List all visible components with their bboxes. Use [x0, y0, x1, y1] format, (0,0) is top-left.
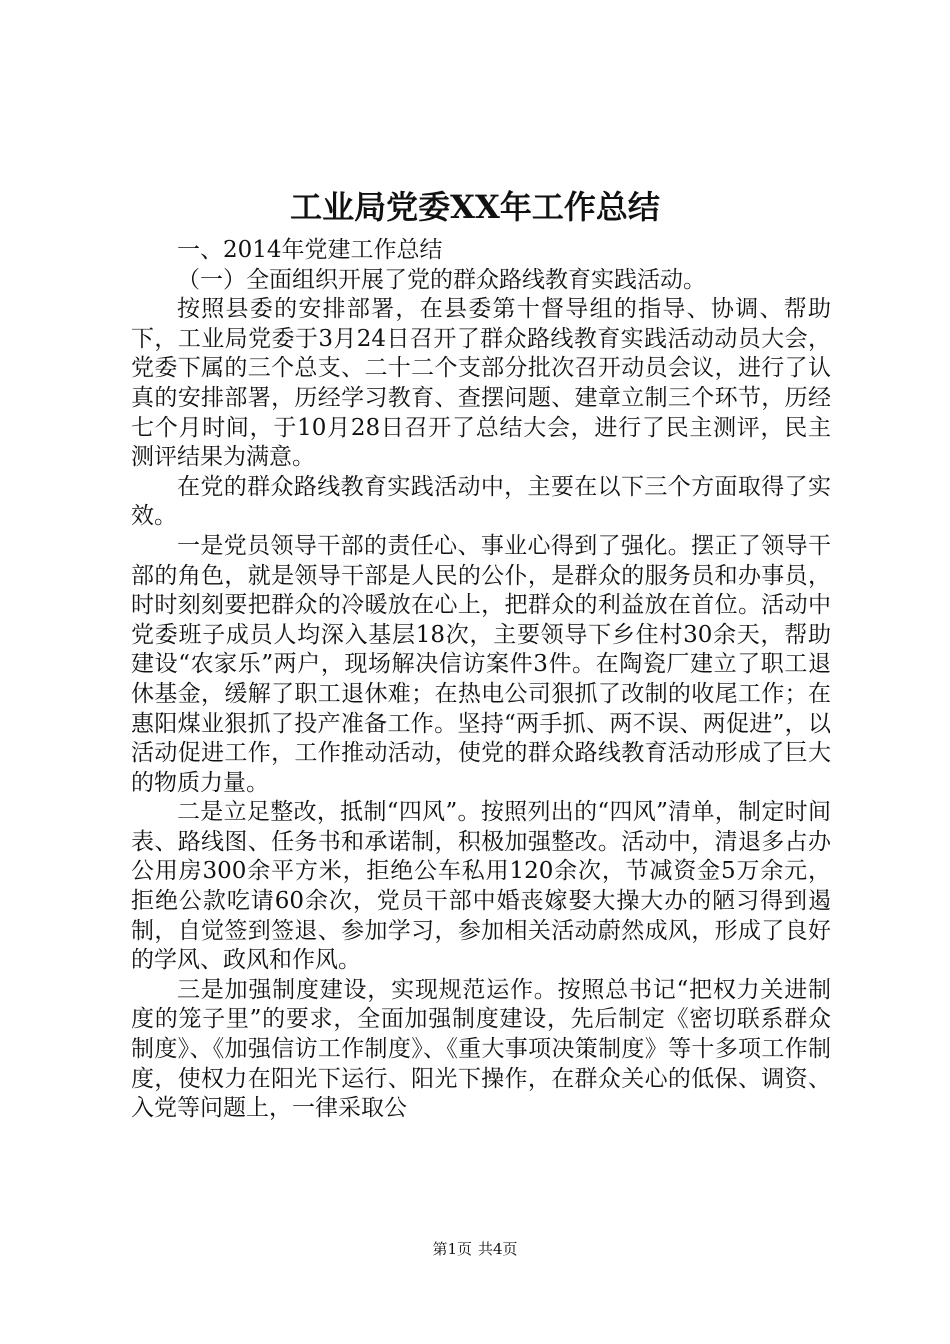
page-total: 共4页: [478, 1240, 518, 1258]
document-body: [131, 236, 831, 1124]
body-paragraph: 二是立足整改，抵制“四风”。按照列出的“四风”清单，制定时间表、路线图、任务书和承诺制，积极加强整改。活动中，清退多占办公用房300余平方米，拒绝公车私用120余次，节减资金5万余元，拒绝公款吃请60余次，党员干部中婚丧嫁娶大操大办的陋习得到遏制，自觉签到签退、参加学习，参加相关活动蔚然成风，形成了良好的学风、政风和作风。: [131, 799, 831, 974]
section-heading: 一、2014年党建工作总结: [177, 237, 443, 263]
body-paragraph: 一是党员领导干部的责任心、事业心得到了强化。摆正了领导干部的角色，就是领导干部是人民的公仆，是群众的服务员和办事员，时时刻刻要把群众的冷暖放在心上，把群众的利益放在首位。活动中党委班子成员人均深入基层18次，主要领导下乡住村30余天，帮助建设“农家乐”两户，现场解决信访案件3件。在陶瓷厂建立了职工退休基金，缓解了职工退休难；在热电公司狠抓了改制的收尾工作；在惠阳煤业狠抓了投产准备工作。坚持“两手抓、两不误、两促进”，以活动促进工作，工作推动活动，使党的群众路线教育活动形成了巨大的物质力量。: [131, 532, 831, 796]
page-footer: [0, 1239, 950, 1259]
page-number: 第1页: [432, 1240, 472, 1258]
subsection-heading: （一）全面组织开展了党的群众路线教育实践活动。: [177, 266, 706, 293]
body-paragraph: 在党的群众路线教育实践活动中，主要在以下三个方面取得了实效。: [131, 473, 831, 530]
body-paragraph: 三是加强制度建设，实现规范运作。按照总书记“把权力关进制度的笼子里”的要求，全面加强制度建设，先后制定《密切联系群众制度》、《加强信访工作制度》、《重大事项决策制度》等十多项工作制度，使权力在阳光下运行、阳光下操作，在群众关心的低保、调资、入党等问题上，一律采取公: [131, 976, 831, 1122]
body-paragraph: 按照县委的安排部署，在县委第十督导组的指导、协调、帮助下，工业局党委于3月24日召开了群众路线教育实践活动动员大会，党委下属的三个总支、二十二个支部分批次召开动员会议，进行了认真的安排部署，历经学习教育、查摆问题、建章立制三个环节，历经七个月时间，于10月28日召开了总结大会，进行了民主测评，民主测评结果为满意。: [131, 296, 831, 471]
document-title: 工业局党委XX年工作总结: [290, 188, 660, 226]
